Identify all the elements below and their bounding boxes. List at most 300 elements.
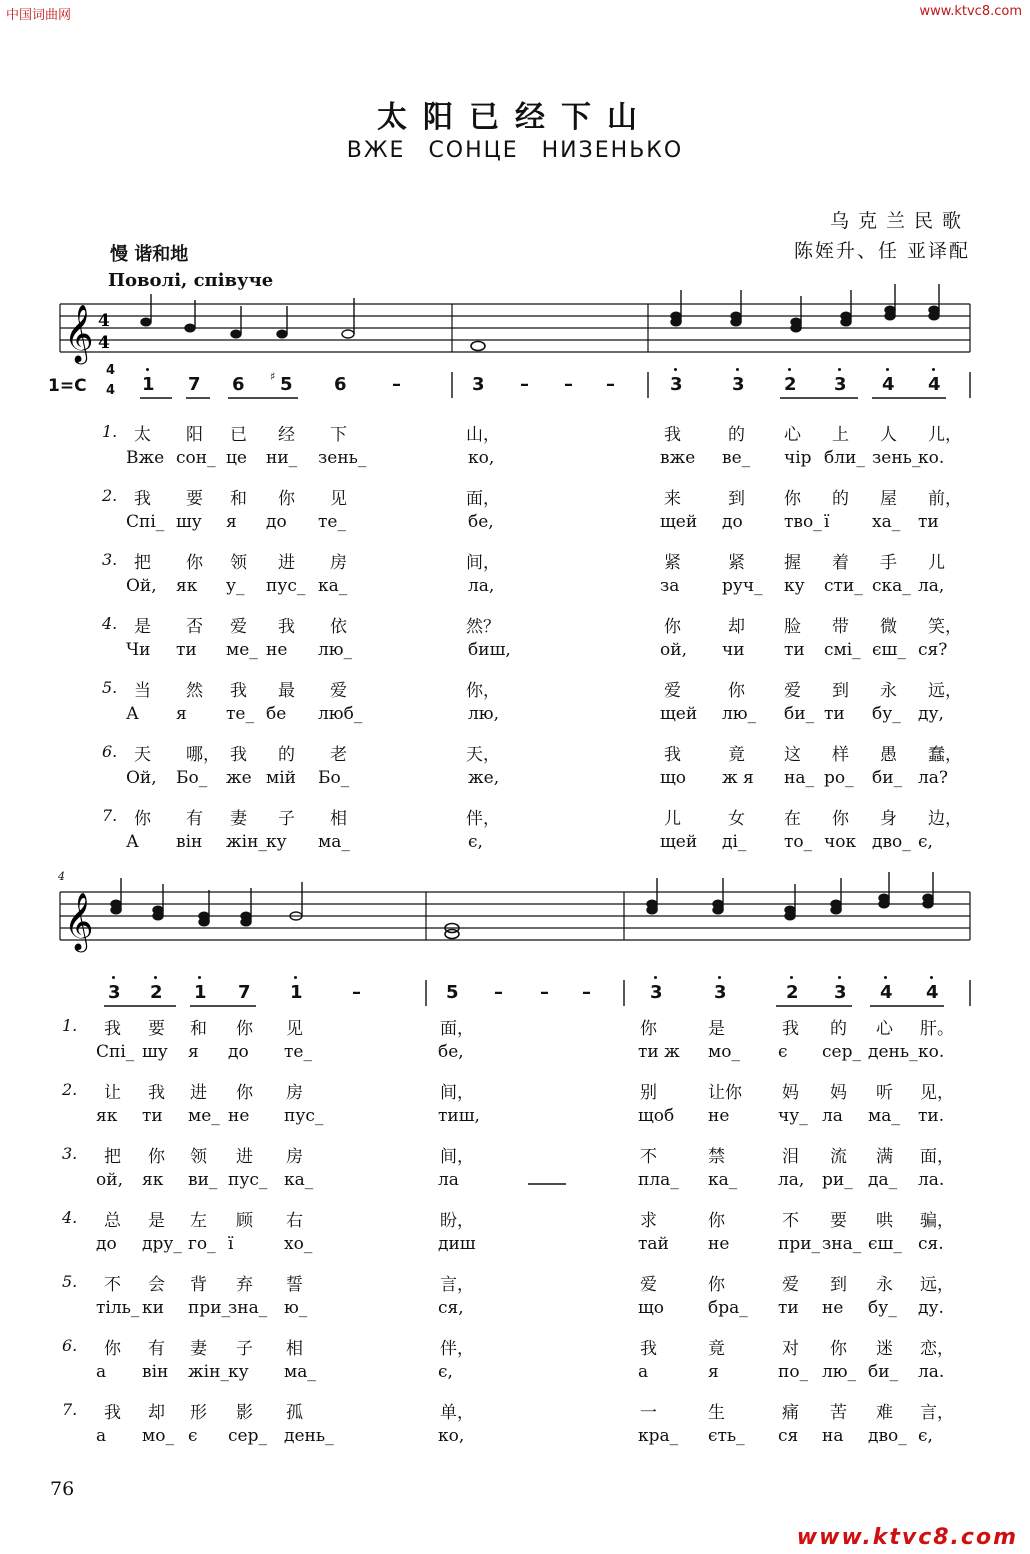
- lyric-ukrainian: ой,: [96, 1170, 123, 1190]
- lyric-chinese: 儿: [928, 553, 945, 573]
- lyric-ukrainian: зна_: [822, 1234, 862, 1254]
- lyric-ukrainian: ку: [228, 1362, 249, 1382]
- jianpu-note: 7: [238, 982, 251, 1003]
- octave-dot: [112, 976, 115, 979]
- lyric-ukrainian: ска_: [872, 576, 911, 596]
- lyric-ukrainian: до: [96, 1234, 117, 1254]
- measure-number: 4: [58, 870, 65, 883]
- lyric-ukrainian: мій: [266, 768, 296, 788]
- lyric-chinese: 我: [230, 681, 247, 701]
- lyric-chinese: 的: [278, 745, 295, 765]
- lyric-chinese: 否: [186, 617, 203, 637]
- octave-dot: [718, 976, 721, 979]
- lyric-chinese: 总: [104, 1211, 121, 1231]
- lyric-chinese: 单，: [440, 1403, 474, 1423]
- lyric-ukrainian: бе,: [438, 1042, 464, 1062]
- lyric-chinese: 人: [880, 425, 897, 445]
- lyric-chinese: 永: [876, 1275, 893, 1295]
- lyric-ukrainian: те_: [318, 512, 346, 532]
- lyric-ukrainian: ку: [266, 832, 287, 852]
- jianpu-note: 4: [880, 982, 893, 1003]
- lyric-chinese: 生: [708, 1403, 725, 1423]
- lyric-ukrainian: пла_: [638, 1170, 679, 1190]
- lyric-chinese: 弃: [236, 1275, 253, 1295]
- lyric-ukrainian: є: [188, 1426, 198, 1446]
- lyric-chinese: 是: [708, 1019, 725, 1039]
- lyric-ukrainian: мо_: [708, 1042, 740, 1062]
- lyric-ukrainian: ла.: [918, 1170, 945, 1190]
- lyric-ukrainian: Спі_: [126, 512, 165, 532]
- lyric-chinese: 哄: [876, 1211, 893, 1231]
- lyric-ukrainian: бе,: [468, 512, 494, 532]
- octave-dot: [654, 976, 657, 979]
- lyric-chinese: 间，: [440, 1147, 474, 1167]
- octave-dot: [790, 976, 793, 979]
- lyric-ukrainian: ка_: [318, 576, 348, 596]
- song-subtitle: ВЖЕ СОНЦЕ НИЗЕНЬКО: [346, 138, 684, 163]
- lyric-ukrainian: ла,: [468, 576, 495, 596]
- lyric-ukrainian: Ой,: [126, 576, 157, 596]
- lyric-ukrainian: ки: [142, 1298, 164, 1318]
- staff-2: [60, 892, 970, 940]
- lyric-chinese: 妻: [230, 809, 247, 829]
- verse-number: 2.: [62, 1080, 78, 1099]
- lyric-ukrainian: ла: [438, 1170, 459, 1190]
- page-number: 76: [50, 1478, 75, 1500]
- lyric-chinese: 你: [104, 1339, 121, 1359]
- lyric-chinese: 天: [134, 745, 151, 765]
- lyric-ukrainian: Бо_: [318, 768, 350, 788]
- lyric-chinese: 蠢，: [928, 745, 962, 765]
- lyric-ukrainian: як: [176, 576, 198, 596]
- lyric-chinese: 骗，: [920, 1211, 954, 1231]
- lyric-ukrainian: ду.: [918, 1298, 944, 1318]
- jianpu-note: 6: [334, 374, 347, 395]
- lyric-chinese: 相: [330, 809, 347, 829]
- notes-measure-5: [445, 924, 459, 939]
- lyric-chinese: 样: [832, 745, 849, 765]
- lyric-chinese: 满: [876, 1147, 893, 1167]
- lyric-chinese: 面，: [920, 1147, 954, 1167]
- lyric-chinese: 子: [278, 809, 295, 829]
- lyric-ukrainian: єш_: [868, 1234, 902, 1254]
- lyric-chinese: 言，: [920, 1403, 954, 1423]
- verse-number: 1.: [102, 422, 118, 441]
- lyric-chinese: 妈: [830, 1083, 847, 1103]
- lyric-chinese: 听: [876, 1083, 893, 1103]
- staff-1: [60, 304, 970, 352]
- lyric-chinese: 顾: [236, 1211, 253, 1231]
- lyric-chinese: 和: [230, 489, 247, 509]
- lyric-chinese: 房: [286, 1083, 303, 1103]
- tempo-ukrainian: Поволі, співуче: [108, 270, 274, 291]
- lyric-ukrainian: ї: [228, 1234, 234, 1254]
- lyric-ukrainian: ко,: [438, 1426, 465, 1446]
- treble-clef-icon-2: 𝄞: [64, 892, 94, 950]
- octave-dot: [736, 368, 739, 371]
- lyric-ukrainian: а: [96, 1426, 107, 1446]
- lyric-chinese: 影: [236, 1403, 253, 1423]
- octave-dot: [146, 368, 149, 371]
- lyric-chinese: 你: [728, 681, 745, 701]
- lyric-ukrainian: на: [822, 1426, 844, 1446]
- verse-number: 6.: [62, 1336, 78, 1355]
- lyric-chinese: 你: [708, 1211, 725, 1231]
- svg-text:4: 4: [98, 333, 110, 353]
- lyric-ukrainian: ла.: [918, 1362, 945, 1382]
- notes-measure-4: [111, 878, 302, 926]
- lyric-chinese: 对: [782, 1339, 799, 1359]
- lyric-ukrainian: ко.: [918, 1042, 945, 1062]
- lyric-ukrainian: биш,: [468, 640, 511, 660]
- lyric-ukrainian: ни_: [266, 448, 298, 468]
- site-watermark-right: www.ktvc8.com: [919, 4, 1022, 19]
- credit-translators: 陈姪升、任 亚译配: [793, 240, 970, 262]
- lyric-ukrainian: не: [708, 1106, 730, 1126]
- lyric-ukrainian: тай: [638, 1234, 669, 1254]
- site-watermark-left: 中国词曲网: [6, 8, 72, 23]
- lyric-chinese: 手: [880, 553, 897, 573]
- lyric-chinese: 老: [330, 745, 347, 765]
- jianpu-note: 2: [150, 982, 163, 1003]
- lyric-chinese: 我: [230, 745, 247, 765]
- lyric-ukrainian: є,: [918, 832, 933, 852]
- lyric-ukrainian: ой,: [660, 640, 687, 660]
- octave-dot: [788, 368, 791, 371]
- jianpu-note: 5: [280, 374, 293, 395]
- lyric-ukrainian: є,: [918, 1426, 933, 1446]
- jianpu-note: 3: [834, 374, 847, 395]
- lyric-chinese: 你，: [466, 681, 500, 701]
- lyric-chinese: 领: [230, 553, 247, 573]
- lyric-ukrainian: сти_: [824, 576, 863, 596]
- lyric-ukrainian: ю_: [284, 1298, 308, 1318]
- lyric-chinese: 孤: [286, 1403, 303, 1423]
- lyric-chinese: 愚: [880, 745, 897, 765]
- footer-watermark: www.ktvc8.com: [796, 1525, 1018, 1550]
- lyric-chinese: 爱: [782, 1275, 799, 1295]
- lyric-chinese: 竟: [728, 745, 745, 765]
- lyric-chinese: 面，: [440, 1019, 474, 1039]
- octave-dot: [198, 976, 201, 979]
- lyric-ukrainian: Ой,: [126, 768, 157, 788]
- lyric-ukrainian: ме_: [226, 640, 258, 660]
- lyric-chinese: 是: [134, 617, 151, 637]
- lyric-chinese: 笑，: [928, 617, 962, 637]
- lyric-ukrainian: є: [778, 1042, 788, 1062]
- lyric-chinese: 子: [236, 1339, 253, 1359]
- lyric-chinese: 相: [286, 1339, 303, 1359]
- lyric-chinese: 有: [148, 1339, 165, 1359]
- notes-measure-2: [471, 342, 485, 351]
- lyric-ukrainian: зень_: [872, 448, 921, 468]
- lyric-ukrainian: ла,: [918, 576, 945, 596]
- lyric-chinese: 哪，: [186, 745, 220, 765]
- lyric-ukrainian: шу: [142, 1042, 168, 1062]
- lyric-chinese: 经: [278, 425, 295, 445]
- lyric-ukrainian: жін_: [188, 1362, 229, 1382]
- lyric-chinese: 的: [830, 1019, 847, 1039]
- treble-clef-icon: 𝄞: [64, 304, 94, 362]
- lyric-ukrainian: А: [126, 704, 139, 724]
- lyric-ukrainian: не: [708, 1234, 730, 1254]
- lyric-ukrainian: те_: [284, 1042, 312, 1062]
- lyric-chinese: 我: [104, 1019, 121, 1039]
- lyric-chinese: 伴，: [440, 1339, 474, 1359]
- lyric-chinese: 别: [640, 1083, 657, 1103]
- jianpu-note: 3: [108, 982, 121, 1003]
- lyric-ukrainian: день_: [284, 1426, 334, 1446]
- lyric-ukrainian: Чи: [126, 640, 151, 660]
- lyric-ukrainian: при_: [778, 1234, 821, 1254]
- lyric-ukrainian: вже: [660, 448, 696, 468]
- verse-number: 5.: [62, 1272, 78, 1291]
- lyric-ukrainian: ти.: [918, 1106, 945, 1126]
- lyric-chinese: 到: [832, 681, 849, 701]
- lyric-chinese: 和: [190, 1019, 207, 1039]
- lyric-ukrainian: а: [638, 1362, 649, 1382]
- lyric-ukrainian: ти: [824, 704, 845, 724]
- lyric-ukrainian: ти: [778, 1298, 799, 1318]
- jianpu-note: –: [352, 982, 361, 1003]
- lyric-chinese: 儿: [664, 809, 681, 829]
- octave-dot: [930, 976, 933, 979]
- lyric-chinese: 禁: [708, 1147, 725, 1167]
- svg-text:4: 4: [98, 311, 110, 331]
- lyric-chinese: 我: [782, 1019, 799, 1039]
- lyric-chinese: 心: [784, 425, 801, 445]
- jianpu-note: 4: [928, 374, 941, 395]
- lyric-ukrainian: ма_: [868, 1106, 900, 1126]
- lyric-ukrainian: як: [142, 1170, 164, 1190]
- jianpu-note: 4: [926, 982, 939, 1003]
- jianpu-note: –: [540, 982, 549, 1003]
- lyric-chinese: 然: [186, 681, 203, 701]
- lyric-ukrainian: ді_: [722, 832, 747, 852]
- verse-number: 1.: [62, 1016, 78, 1035]
- lyric-chinese: 妻: [190, 1339, 207, 1359]
- jianpu-note: 3: [472, 374, 485, 395]
- time-signature-top: 4: [106, 363, 116, 378]
- octave-dot: [838, 976, 841, 979]
- lyric-ukrainian: бли_: [824, 448, 865, 468]
- lyric-ukrainian: ка_: [708, 1170, 738, 1190]
- lyric-chinese: 爱: [330, 681, 347, 701]
- lyric-ukrainian: ти ж: [638, 1042, 680, 1062]
- lyric-chinese: 进: [278, 553, 295, 573]
- lyric-chinese: 你: [784, 489, 801, 509]
- lyric-chinese: 不: [640, 1147, 657, 1167]
- lyric-chinese: 进: [190, 1083, 207, 1103]
- lyric-chinese: 有: [186, 809, 203, 829]
- lyric-ukrainian: сер_: [228, 1426, 267, 1446]
- lyric-ukrainian: бе: [266, 704, 287, 724]
- lyric-chinese: 脸: [784, 617, 801, 637]
- notes-measure-3: [671, 284, 939, 332]
- lyric-chinese: 竟: [708, 1339, 725, 1359]
- lyric-ukrainian: до: [228, 1042, 249, 1062]
- lyric-ukrainian: диш: [438, 1234, 476, 1254]
- lyric-ukrainian: мо_: [142, 1426, 174, 1446]
- lyric-ukrainian: дво_: [868, 1426, 907, 1446]
- lyric-ukrainian: при_: [188, 1298, 231, 1318]
- verse-number: 7.: [102, 806, 118, 825]
- lyric-chinese: 我: [148, 1083, 165, 1103]
- lyric-chinese: 妈: [782, 1083, 799, 1103]
- lyric-ukrainian: пус_: [284, 1106, 324, 1126]
- lyric-ukrainian: лю_: [822, 1362, 857, 1382]
- lyric-chinese: 你: [236, 1083, 253, 1103]
- lyric-ukrainian: да_: [868, 1170, 898, 1190]
- lyric-ukrainian: ко,: [468, 448, 495, 468]
- lyric-chinese: 要: [830, 1211, 847, 1231]
- lyric-ukrainian: ве_: [722, 448, 751, 468]
- credit-origin: 乌克兰民歌: [829, 210, 970, 232]
- lyric-chinese: 左: [190, 1211, 207, 1231]
- lyric-ukrainian: за: [660, 576, 680, 596]
- lyric-chinese: 我: [664, 745, 681, 765]
- lyric-ukrainian: лю,: [468, 704, 500, 724]
- lyric-chinese: 恋，: [920, 1339, 954, 1359]
- lyric-ukrainian: лю_: [722, 704, 757, 724]
- lyric-chinese: 你: [236, 1019, 253, 1039]
- lyric-chinese: 你: [186, 553, 203, 573]
- jianpu-note: 7: [188, 374, 201, 395]
- lyric-chinese: 背: [190, 1275, 207, 1295]
- octave-dot: [884, 976, 887, 979]
- lyric-chinese: 苦: [830, 1403, 847, 1423]
- lyric-ukrainian: дру_: [142, 1234, 182, 1254]
- lyric-chinese: 阳: [186, 425, 203, 445]
- lyric-ukrainian: чу_: [778, 1106, 808, 1126]
- lyric-ukrainian: він: [176, 832, 203, 852]
- lyric-ukrainian: ла,: [778, 1170, 805, 1190]
- lyric-chinese: 最: [278, 681, 295, 701]
- lyric-ukrainian: те_: [226, 704, 254, 724]
- lyric-chinese: 到: [728, 489, 745, 509]
- jianpu-note: –: [564, 374, 573, 395]
- jianpu-note: 3: [650, 982, 663, 1003]
- lyric-chinese: 难: [876, 1403, 893, 1423]
- lyric-chinese: 不: [782, 1211, 799, 1231]
- verse-number: 3.: [62, 1144, 78, 1163]
- lyric-chinese: 到: [830, 1275, 847, 1295]
- lyric-chinese: 你: [832, 809, 849, 829]
- lyric-ukrainian: ме_: [188, 1106, 220, 1126]
- lyric-chinese: 面，: [466, 489, 500, 509]
- lyric-chinese: 儿，: [928, 425, 962, 445]
- lyric-chinese: 却: [728, 617, 745, 637]
- lyric-ukrainian: чок: [824, 832, 857, 852]
- lyric-ukrainian: сон_: [176, 448, 216, 468]
- lyric-ukrainian: ма_: [318, 832, 350, 852]
- lyric-chinese: 远，: [920, 1275, 954, 1295]
- lyric-chinese: 爱: [640, 1275, 657, 1295]
- lyric-ukrainian: смі_: [824, 640, 861, 660]
- lyric-ukrainian: ї: [824, 512, 830, 532]
- lyric-chinese: 紧: [728, 553, 745, 573]
- octave-dot: [932, 368, 935, 371]
- jianpu-note: 1: [142, 374, 155, 395]
- octave-dot: [154, 976, 157, 979]
- jianpu-note: 3: [714, 982, 727, 1003]
- lyric-ukrainian: не: [228, 1106, 250, 1126]
- lyric-ukrainian: ду,: [918, 704, 944, 724]
- lyric-ukrainian: щей: [660, 832, 698, 852]
- lyric-chinese: 我: [134, 489, 151, 509]
- octave-dot: [838, 368, 841, 371]
- lyric-chinese: 右: [286, 1211, 303, 1231]
- lyric-ukrainian: не: [266, 640, 288, 660]
- jianpu-note: 3: [732, 374, 745, 395]
- lyric-chinese: 领: [190, 1147, 207, 1167]
- octave-dot: [886, 368, 889, 371]
- lyric-ukrainian: бра_: [708, 1298, 748, 1318]
- lyric-chinese: 的: [728, 425, 745, 445]
- lyric-ukrainian: щоб: [638, 1106, 675, 1126]
- lyric-ukrainian: зна_: [228, 1298, 268, 1318]
- lyric-ukrainian: на_: [784, 768, 814, 788]
- lyric-ukrainian: пус_: [228, 1170, 268, 1190]
- lyric-chinese: 形: [190, 1403, 207, 1423]
- jianpu-note: 5: [446, 982, 459, 1003]
- lyric-chinese: 在: [784, 809, 801, 829]
- lyric-ukrainian: щей: [660, 704, 698, 724]
- lyric-chinese: 房: [330, 553, 347, 573]
- lyric-ukrainian: то_: [784, 832, 813, 852]
- verse-number: 6.: [102, 742, 118, 761]
- lyric-chinese: 身: [880, 809, 897, 829]
- lyric-ukrainian: кра_: [638, 1426, 679, 1446]
- lyric-chinese: 爱: [230, 617, 247, 637]
- lyric-chinese: 我: [278, 617, 295, 637]
- lyric-chinese: 上: [832, 425, 849, 445]
- lyric-ukrainian: до: [722, 512, 743, 532]
- lyric-ukrainian: чи: [722, 640, 745, 660]
- lyric-ukrainian: у_: [226, 576, 245, 596]
- lyric-chinese: 屋: [880, 489, 897, 509]
- lyric-chinese: 你: [708, 1275, 725, 1295]
- lyric-chinese: 见: [330, 489, 347, 509]
- lyric-ukrainian: ро_: [824, 768, 854, 788]
- lyric-chinese: 间，: [440, 1083, 474, 1103]
- lyric-ukrainian: би_: [872, 768, 903, 788]
- lyric-ukrainian: що: [660, 768, 687, 788]
- jianpu-note: 6: [232, 374, 245, 395]
- lyric-ukrainian: не: [822, 1298, 844, 1318]
- lyric-chinese: 永: [880, 681, 897, 701]
- jianpu-note: 3: [670, 374, 683, 395]
- lyric-chinese: 求: [640, 1211, 657, 1231]
- lyric-ukrainian: єть_: [708, 1426, 745, 1446]
- jianpu-note: 4: [882, 374, 895, 395]
- lyric-ukrainian: день_: [868, 1042, 918, 1062]
- lyric-ukrainian: Бо_: [176, 768, 208, 788]
- lyric-chinese: 让: [104, 1083, 121, 1103]
- sharp-accidental: ♯: [270, 370, 276, 383]
- lyric-ukrainian: по_: [778, 1362, 809, 1382]
- verse-number: 7.: [62, 1400, 78, 1419]
- lyric-ukrainian: сер_: [822, 1042, 861, 1062]
- lyric-chinese: 天，: [466, 745, 500, 765]
- lyric-chinese: 痛: [782, 1403, 799, 1423]
- lyric-chinese: 我: [640, 1339, 657, 1359]
- lyric-chinese: 间，: [466, 553, 500, 573]
- lyric-chinese: 要: [186, 489, 203, 509]
- lyric-chinese: 却: [148, 1403, 165, 1423]
- lyric-chinese: 紧: [664, 553, 681, 573]
- jianpu-note: –: [494, 982, 503, 1003]
